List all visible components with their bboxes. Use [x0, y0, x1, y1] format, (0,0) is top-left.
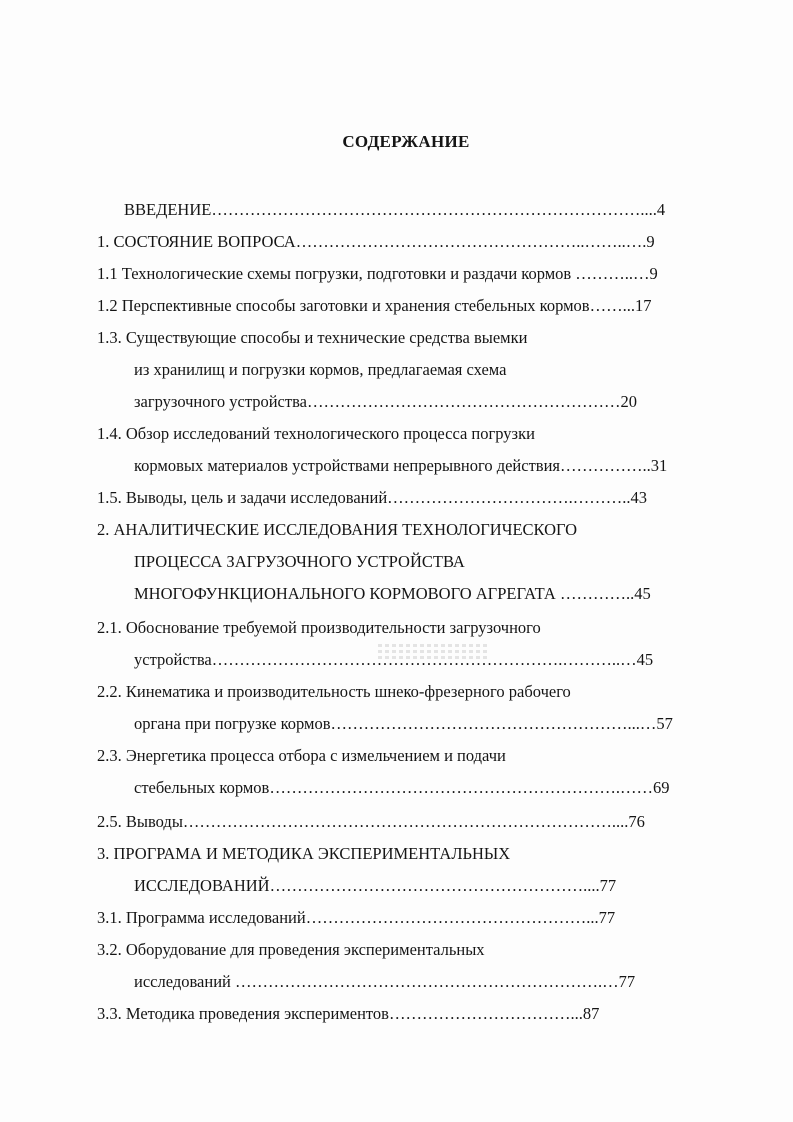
toc-entry-2-line3: МНОГОФУНКЦИОНАЛЬНОГО КОРМОВОГО АГРЕГАТА …………..45 [134, 584, 651, 603]
toc-entry-3-2-line2: исследований ………………………………………………………….…77 [134, 972, 636, 991]
toc-entry-2-2-line1: 2.2. Кинематика и производительность шнеко-фрезерного рабочего [97, 682, 571, 701]
toc-entry-2-line1: 2. АНАЛИТИЧЕСКИЕ ИССЛЕДОВАНИЯ ТЕХНОЛОГИЧЕСКОГО [97, 520, 578, 539]
toc-entry-3-3: 3.3. Методика проведения экспериментов……………………………...87 [97, 1004, 600, 1023]
toc-entry-2-3-line2: стебельных кормов……………………………………………………….……69 [134, 778, 670, 797]
page-title: СОДЕРЖАНИЕ [342, 132, 470, 151]
toc-entry-intro: ВВЕДЕНИЕ……………………………………………………………………....4 [124, 200, 666, 219]
toc-entry-2-5: 2.5. Выводы……………………………………………………………………....76 [97, 812, 645, 831]
toc-entry-1: 1. СОСТОЯНИЕ ВОПРОСА……………………………………………..……..….9 [97, 232, 655, 251]
toc-entry-2-2-line2: органа при погрузке кормов………………………………………………...…57 [134, 714, 673, 733]
toc-entry-3-1: 3.1. Программа исследований……………………………………………...77 [97, 908, 616, 927]
toc-entry-3-line2: ИССЛЕДОВАНИЙ…………………………………………………....77 [134, 876, 617, 895]
toc-entry-1-3-line2: из хранилищ и погрузки кормов, предлагаемая схема [134, 360, 507, 379]
faint-watermark-stamp [378, 641, 490, 667]
toc-entry-2-1-line2: устройства……………………………………………………….………..…45 [134, 650, 654, 669]
toc-entry-2-1-line1: 2.1. Обоснование требуемой производительности загрузочного [97, 618, 541, 637]
toc-entry-2-line2: ПРОЦЕССА ЗАГРУЗОЧНОГО УСТРОЙСТВА [134, 552, 465, 571]
toc-entry-3-2-line1: 3.2. Оборудование для проведения экспериментальных [97, 940, 485, 959]
toc-entry-1-1: 1.1 Технологические схемы погрузки, подготовки и раздачи кормов ………..…9 [97, 264, 658, 283]
toc-entry-1-4-line1: 1.4. Обзор исследований технологического процесса погрузки [97, 424, 535, 443]
toc-entry-1-5: 1.5. Выводы, цель и задачи исследований…………………………….………..43 [97, 488, 648, 507]
toc-entry-1-3-line3: загрузочного устройства…………………………………………………20 [134, 392, 637, 411]
toc-entry-3-line1: 3. ПРОГРАМА И МЕТОДИКА ЭКСПЕРИМЕНТАЛЬНЫХ [97, 844, 511, 863]
toc-entry-2-3-line1: 2.3. Энергетика процесса отбора с измельчением и подачи [97, 746, 506, 765]
toc-entry-1-4-line2: кормовых материалов устройствами непрерывного действия……………..31 [134, 456, 668, 475]
toc-entry-1-3-line1: 1.3. Существующие способы и технические средства выемки [97, 328, 528, 347]
toc-entry-1-2: 1.2 Перспективные способы заготовки и хранения стебельных кормов……...17 [97, 296, 652, 315]
